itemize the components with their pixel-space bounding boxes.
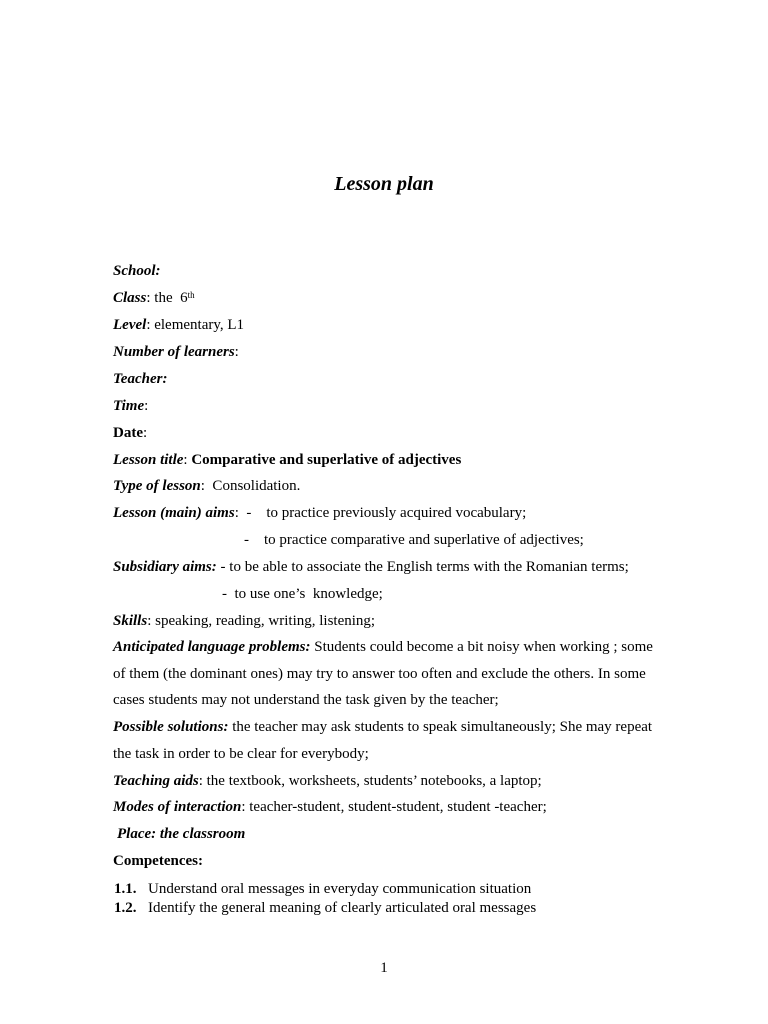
competence-item (114, 880, 531, 898)
competence-text: Identify the general meaning of clearly articulated oral messages (148, 900, 537, 916)
place-label: Place: the classroom (117, 826, 246, 842)
type-value: : Consolidation. (200, 478, 301, 494)
skills-line (113, 612, 375, 630)
subsidiary-label: Subsidiary aims: (113, 559, 217, 575)
competence-item (114, 899, 536, 917)
lesson-title-value: Comparative and superlative of adjectives (191, 452, 462, 468)
teacher-line (113, 370, 167, 388)
learners-value: : (234, 344, 239, 360)
main-aims-line (113, 504, 526, 522)
main-aims-label: Lesson (main) aims (113, 505, 235, 521)
class-value: 6 (180, 290, 188, 306)
solutions-text-1: the teacher may ask students to speak simultaneously; She may repeat (228, 719, 653, 735)
competence-number: 1.2. (114, 900, 137, 916)
learners-label: Number of learners (113, 344, 235, 360)
skills-label: Skills (113, 613, 148, 629)
solutions-label: Possible solutions: (113, 719, 229, 735)
solutions-line-2 (113, 745, 369, 763)
class-sup: th (187, 290, 195, 300)
interaction-label: Modes of interaction (113, 799, 242, 815)
lesson-title-label: Lesson title (113, 452, 184, 468)
subsidiary-item-2: - to use one’s knowledge; (222, 586, 383, 602)
page-title: Lesson plan (334, 173, 434, 195)
level-value: : elementary, L1 (146, 317, 245, 333)
lesson-title-sep: : (183, 452, 192, 468)
type-label: Type of lesson (113, 478, 201, 494)
level-line (113, 316, 244, 334)
aids-value: : the textbook, worksheets, students’ notebooks, a laptop; (198, 773, 542, 789)
subsidiary-line (113, 558, 629, 576)
date-value: : (143, 425, 148, 441)
page-number: 1 (380, 960, 388, 976)
main-aims-line-2 (244, 531, 584, 549)
competence-number: 1.1. (114, 881, 137, 897)
competences-label: Competences: (113, 853, 203, 869)
place-line (117, 825, 245, 843)
aids-line (113, 772, 542, 790)
class-sep: : the (146, 290, 181, 306)
solutions-line-1 (113, 718, 652, 736)
level-label: Level (113, 317, 147, 333)
subsidiary-item-1: - to be able to associate the English terms with the Romanian terms; (216, 559, 629, 575)
competence-text: Understand oral messages in everyday communication situation (148, 881, 532, 897)
problems-label: Anticipated language problems: (113, 639, 311, 655)
class-line (113, 289, 195, 307)
type-line (113, 477, 300, 495)
school-line (113, 262, 161, 280)
subsidiary-line-2 (222, 585, 383, 603)
problems-text-1: Students could become a bit noisy when working ; some (310, 639, 653, 655)
time-line (113, 397, 148, 415)
main-aims-item-1: : - to practice previously acquired vocabulary; (234, 505, 527, 521)
aids-label: Teaching aids (113, 773, 199, 789)
interaction-line (113, 798, 547, 816)
teacher-label: Teacher: (113, 371, 168, 387)
skills-value: : speaking, reading, writing, listening; (147, 613, 376, 629)
problems-line-1 (113, 638, 653, 656)
date-line (113, 424, 147, 442)
date-label: Date (113, 425, 143, 441)
competences-line (113, 852, 203, 870)
problems-line-2 (113, 665, 646, 683)
lesson-title-line (113, 451, 461, 469)
learners-line (113, 343, 239, 361)
time-label: Time (113, 398, 145, 414)
school-label: School: (113, 263, 161, 279)
problems-text-3: cases students may not understand the task given by the teacher; (113, 692, 499, 708)
main-aims-item-2: - to practice comparative and superlative of adjectives; (244, 532, 584, 548)
class-label: Class (113, 290, 147, 306)
solutions-text-2: the task in order to be clear for everybody; (113, 746, 369, 762)
problems-text-2: of them (the dominant ones) may try to answer too often and exclude the others. In some (113, 666, 646, 682)
problems-line-3 (113, 691, 499, 709)
time-value: : (144, 398, 149, 414)
interaction-value: : teacher-student, student-student, student -teacher; (241, 799, 547, 815)
